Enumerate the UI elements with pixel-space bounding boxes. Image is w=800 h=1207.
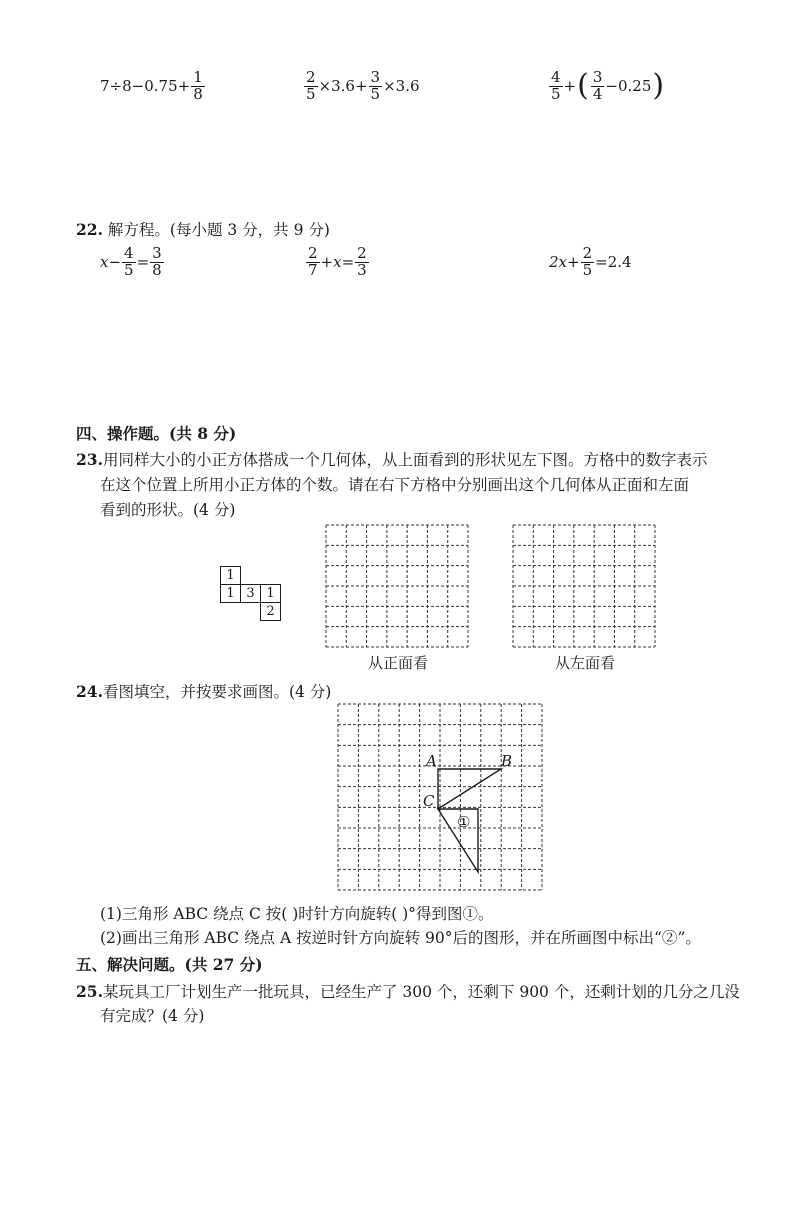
- fraction: $\frac{3}{4}$: [592, 68, 603, 103]
- rotation-grid-figure: [336, 702, 546, 897]
- grid-lines: [338, 704, 542, 890]
- grid-lines: [513, 525, 655, 647]
- fraction: $\frac{3}{8}$: [152, 244, 162, 279]
- section-4-title: 四、操作题。(共 8 分): [76, 424, 237, 443]
- label-b: B: [501, 752, 513, 770]
- q23-line-1: 23.用同样大小的小正方体搭成一个几何体，从上面看到的形状见左下图。方格中的数字表示: [76, 450, 708, 469]
- label-a: A: [426, 752, 437, 770]
- label-figure-1: ①: [457, 813, 471, 831]
- fraction: $\frac{2}{5}$: [306, 68, 316, 103]
- fraction: $\frac{2}{3}$: [357, 244, 367, 279]
- q22-heading: 22. 解方程。(每小题 3 分，共 9 分): [76, 220, 330, 239]
- triangle-abc: [438, 769, 501, 809]
- fraction: $\frac{4}{5}$: [551, 68, 561, 103]
- grid-lines: [326, 525, 468, 647]
- q22-equation-3: 2x+ $\frac{2}{5}$ =2.4: [549, 244, 632, 279]
- front-view-caption: 从正面看: [368, 654, 429, 672]
- top-view-grid: [220, 566, 281, 621]
- top-view-cell: 1: [221, 567, 241, 585]
- left-view-drawing-grid: [512, 524, 657, 649]
- fraction: $\frac{2}{5}$: [582, 244, 593, 279]
- q23-line-3: 看到的形状。(4 分): [100, 501, 236, 519]
- fraction: $\frac{3}{5}$: [370, 68, 381, 103]
- q24-heading: 24.看图填空，并按要求画图。(4 分): [76, 682, 332, 701]
- top-view-cell: 3: [241, 585, 261, 603]
- front-view-drawing-grid: [325, 524, 470, 649]
- fraction: $\frac{4}{5}$: [124, 244, 134, 279]
- q21-expression-3: $\frac{4}{5}$ + ( $\frac{3}{4}$ −0.25 ): [551, 68, 665, 104]
- q24-sub-question-1: (1)三角形 ABC 绕点 C 按( )时针方向旋转( )°得到图①。: [100, 905, 494, 923]
- q23-line-2: 在这个位置上所用小正方体的个数。请在右下方格中分别画出这个几何体从正面和左面: [100, 476, 690, 494]
- section-5-title: 五、解决问题。(共 27 分): [76, 955, 263, 974]
- q22-equation-2: $\frac{2}{7}$ +x= $\frac{2}{3}$: [308, 244, 367, 279]
- top-view-cell: 1: [261, 585, 281, 603]
- q25-line-2: 有完成？(4 分): [100, 1007, 205, 1025]
- q21-expression-2: $\frac{2}{5}$ ×3.6+ $\frac{3}{5}$ ×3.6: [306, 68, 420, 103]
- q24-sub-question-2: (2)画出三角形 ABC 绕点 A 按逆时针方向旋转 90°后的图形，并在所画图中标出“②”。: [100, 929, 701, 947]
- q22-equation-1: x − $\frac{4}{5}$ = $\frac{3}{8}$: [100, 244, 162, 279]
- label-c: C: [423, 792, 435, 810]
- fraction: $\frac{1}{8}$: [193, 68, 203, 103]
- fraction: $\frac{2}{7}$: [308, 244, 318, 279]
- top-view-cell: 1: [221, 585, 241, 603]
- left-view-caption: 从左面看: [555, 654, 616, 672]
- q21-expression-1: 7÷8−0.75+ $\frac{1}{8}$: [100, 68, 203, 103]
- q25-line-1: 25.某玩具工厂计划生产一批玩具，已经生产了 300 个，还剩下 900 个，还剩计划的几分之几没: [76, 982, 740, 1001]
- top-view-cell: 2: [261, 603, 281, 621]
